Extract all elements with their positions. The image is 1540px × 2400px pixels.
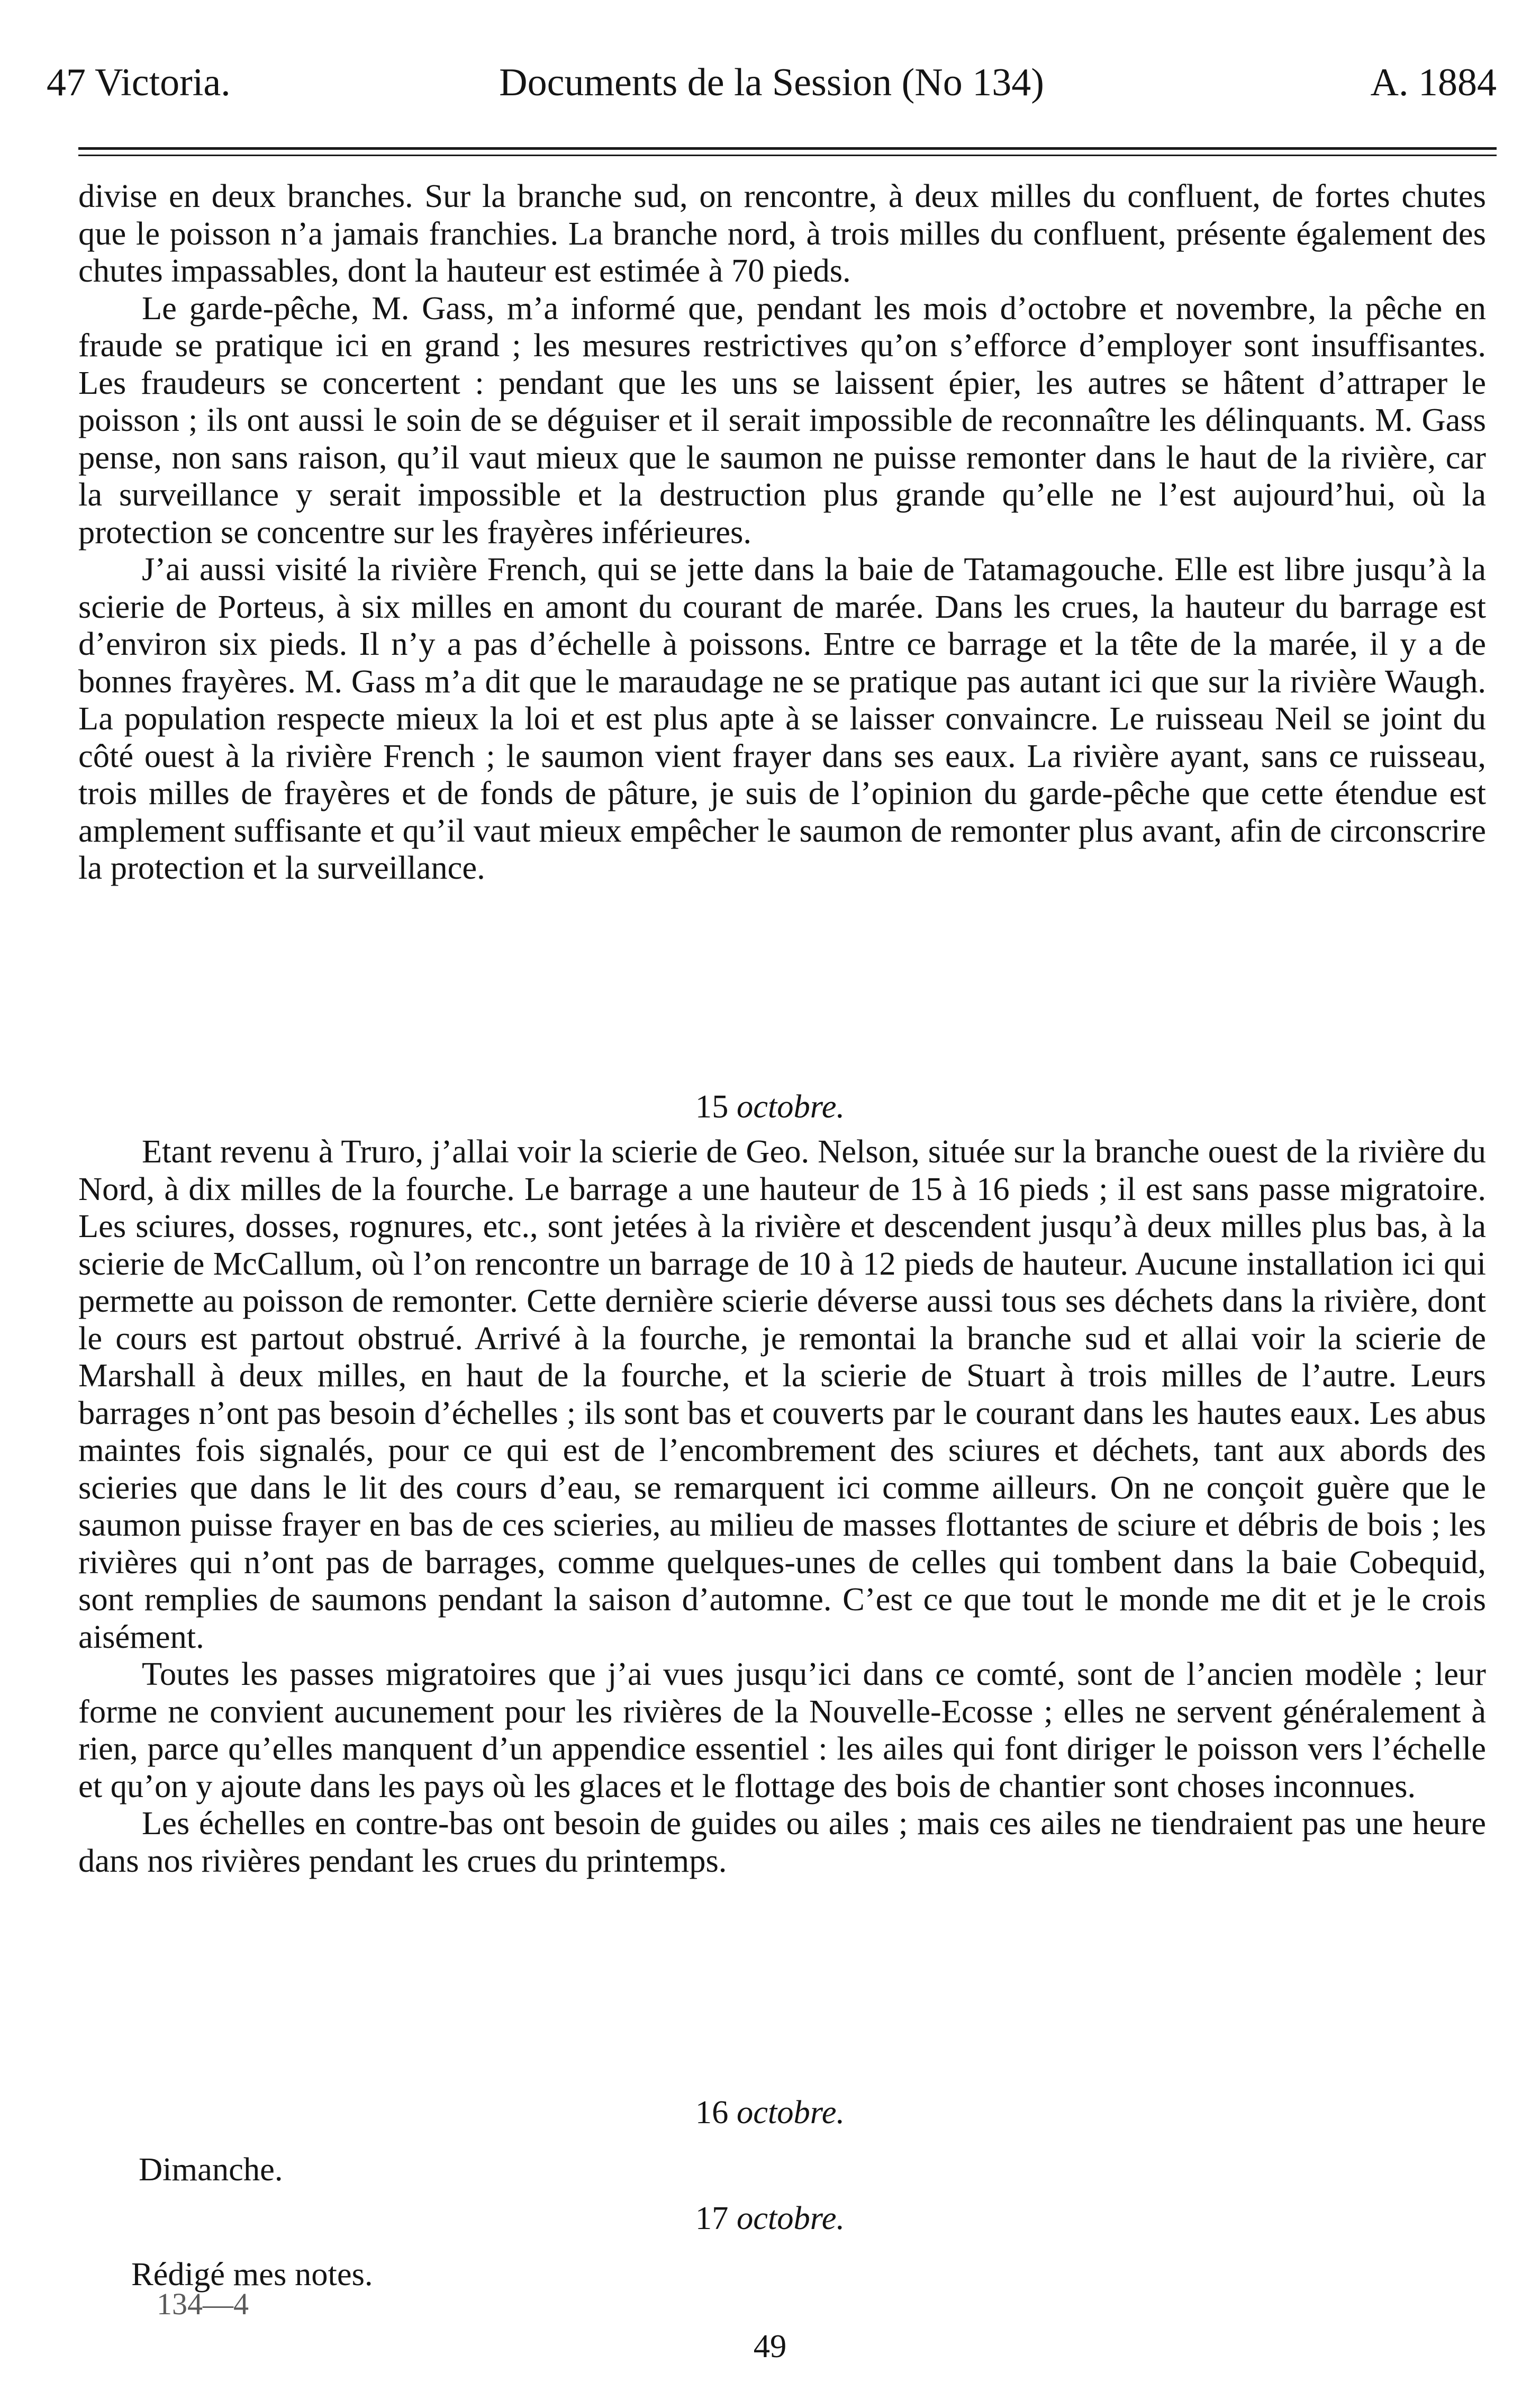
date-heading xyxy=(0,2197,1540,2239)
date-heading xyxy=(0,1085,1540,1127)
page-number: 49 xyxy=(753,2327,787,2365)
paragraph: Toutes les passes migratoires que j’ai vues jusqu’ici dans ce comté, sont de l’ancien modèle ; leur forme ne convient aucunement pour les rivières de la Nouvelle-Ecosse ; elles ne servent généralement à rien, parce qu’elles manquent d’un appendice essentiel : les ailes qui font diriger le poisson vers l’échelle et qu’on y ajoute dans les pays où les glaces et le flottage des bois de chantier sont choses inconnues. xyxy=(78,1655,1486,1804)
date-month: octobre. xyxy=(736,2199,845,2236)
header-rule-thin xyxy=(78,155,1497,156)
date-day: 16 xyxy=(695,2094,729,2131)
section-1 xyxy=(78,177,1486,887)
paragraph: J’ai aussi visité la rivière French, qui se jette dans la baie de Tatamagouche. Elle est libre jusqu’à la scierie de Porteus, à six milles en amont du courant de marée. Dans les crues, la hauteur du barrage est d’environ six pieds. Il n’y a pas d’échelle à poissons. Entre ce barrage et la tête de la marée, il y a de bonnes frayères. M. Gass m’a dit que le maraudage ne se pratique pas autant ici que sur la rivière Waugh. La population respecte mieux la loi et est plus apte à se laisser convaincre. Le ruisseau Neil se joint du côté ouest à la rivière French ; le saumon vient frayer dans ses eaux. La rivière ayant, sans ce ruisseau, trois milles de frayères et de fonds de pâture, je suis de l’opinion du garde-pêche que cette étendue est amplement suffisante et qu’il vaut mieux empêcher le saumon de remonter plus avant, afin de circonscrire la protection et la surveillance. xyxy=(78,551,1486,886)
diary-entry: Dimanche. xyxy=(139,2151,283,2188)
date-month: octobre. xyxy=(736,2094,845,2131)
paragraph: divise en deux branches. Sur la branche sud, on rencontre, à deux milles du confluent, de fortes chutes que le poisson n’a jamais franchies. La branche nord, à trois milles du confluent, présente également des chutes impassables, dont la hauteur est estimée à 70 pieds. xyxy=(78,177,1486,289)
date-heading xyxy=(0,2091,1540,2133)
paragraph: Les échelles en contre-bas ont besoin de guides ou ailes ; mais ces ailes ne tiendraient pas une heure dans nos rivières pendant les crues du printemps. xyxy=(78,1804,1486,1879)
section-2 xyxy=(78,1133,1486,1879)
running-header xyxy=(47,51,1497,114)
paragraph: Etant revenu à Truro, j’allai voir la scierie de Geo. Nelson, située sur la branche ouest de la rivière du Nord, à dix milles de la fourche. Le barrage a une hauteur de 15 à 16 pieds ; il est sans passe migratoire. Les sciures, dosses, rognures, etc., sont jetées à la rivière et descendent jusqu’à deux milles plus bas, à la scierie de McCallum, où l’on rencontre un barrage de 10 à 12 pieds de hauteur. Aucune installation ici qui permette au poisson de remonter. Cette dernière scierie déverse aussi tous ses déchets dans la rivière, dont le cours est partout obstrué. Arrivé à la fourche, je remontai la branche sud et allai voir la scierie de Marshall à deux milles, en haut de la fourche, et la scierie de Stuart à trois milles de l’autre. Leurs barrages n’ont pas besoin d’échelles ; ils sont bas et couverts par le courant dans les hautes eaux. Les abus maintes fois signalés, pour ce qui est de l’encombrement des sciures et déchets, tant aux abords des scieries que dans le lit des cours d’eau, se remarquent ici comme ailleurs. On ne conçoit guère que le saumon puisse frayer en bas de ces scieries, au milieu de masses flottantes de sciure et débris de bois ; les rivières qui n’ont pas de barrages, comme quelques-unes de celles qui tombent dans la baie Cobequid, sont remplies de saumons pendant la saison d’automne. C’est ce que tout le monde me dit et je le crois aisément. xyxy=(78,1133,1486,1655)
paragraph: Le garde-pêche, M. Gass, m’a informé que, pendant les mois d’octobre et novembre, la pêche en fraude se pratique ici en grand ; les mesures restrictives qu’on s’efforce d’employer sont insuffisantes. Les fraudeurs se concertent : pendant que les uns se laissent épier, les autres se hâtent d’attraper le poisson ; ils ont aussi le soin de se déguiser et il serait impossible de reconnaître les délinquants. M. Gass pense, non sans raison, qu’il vaut mieux que le saumon ne puisse remonter dans le haut de la rivière, car la surveillance y serait impossible et la destruction plus grande qu’elle ne l’est aujourd’hui, où la protection se concentre sur les frayères inférieures. xyxy=(78,289,1486,551)
header-left: 47 Victoria. xyxy=(47,61,231,104)
date-month: octobre. xyxy=(736,1088,845,1125)
header-rule-thick xyxy=(78,147,1497,150)
date-day: 15 xyxy=(695,1088,729,1125)
date-day: 17 xyxy=(695,2199,729,2236)
diary-entry: Rédigé mes notes. xyxy=(131,2255,373,2293)
header-right: A. 1884 xyxy=(1370,61,1497,104)
header-title: Documents de la Session (No 134) xyxy=(499,61,1044,104)
signature-mark: 134—4 xyxy=(157,2287,249,2321)
